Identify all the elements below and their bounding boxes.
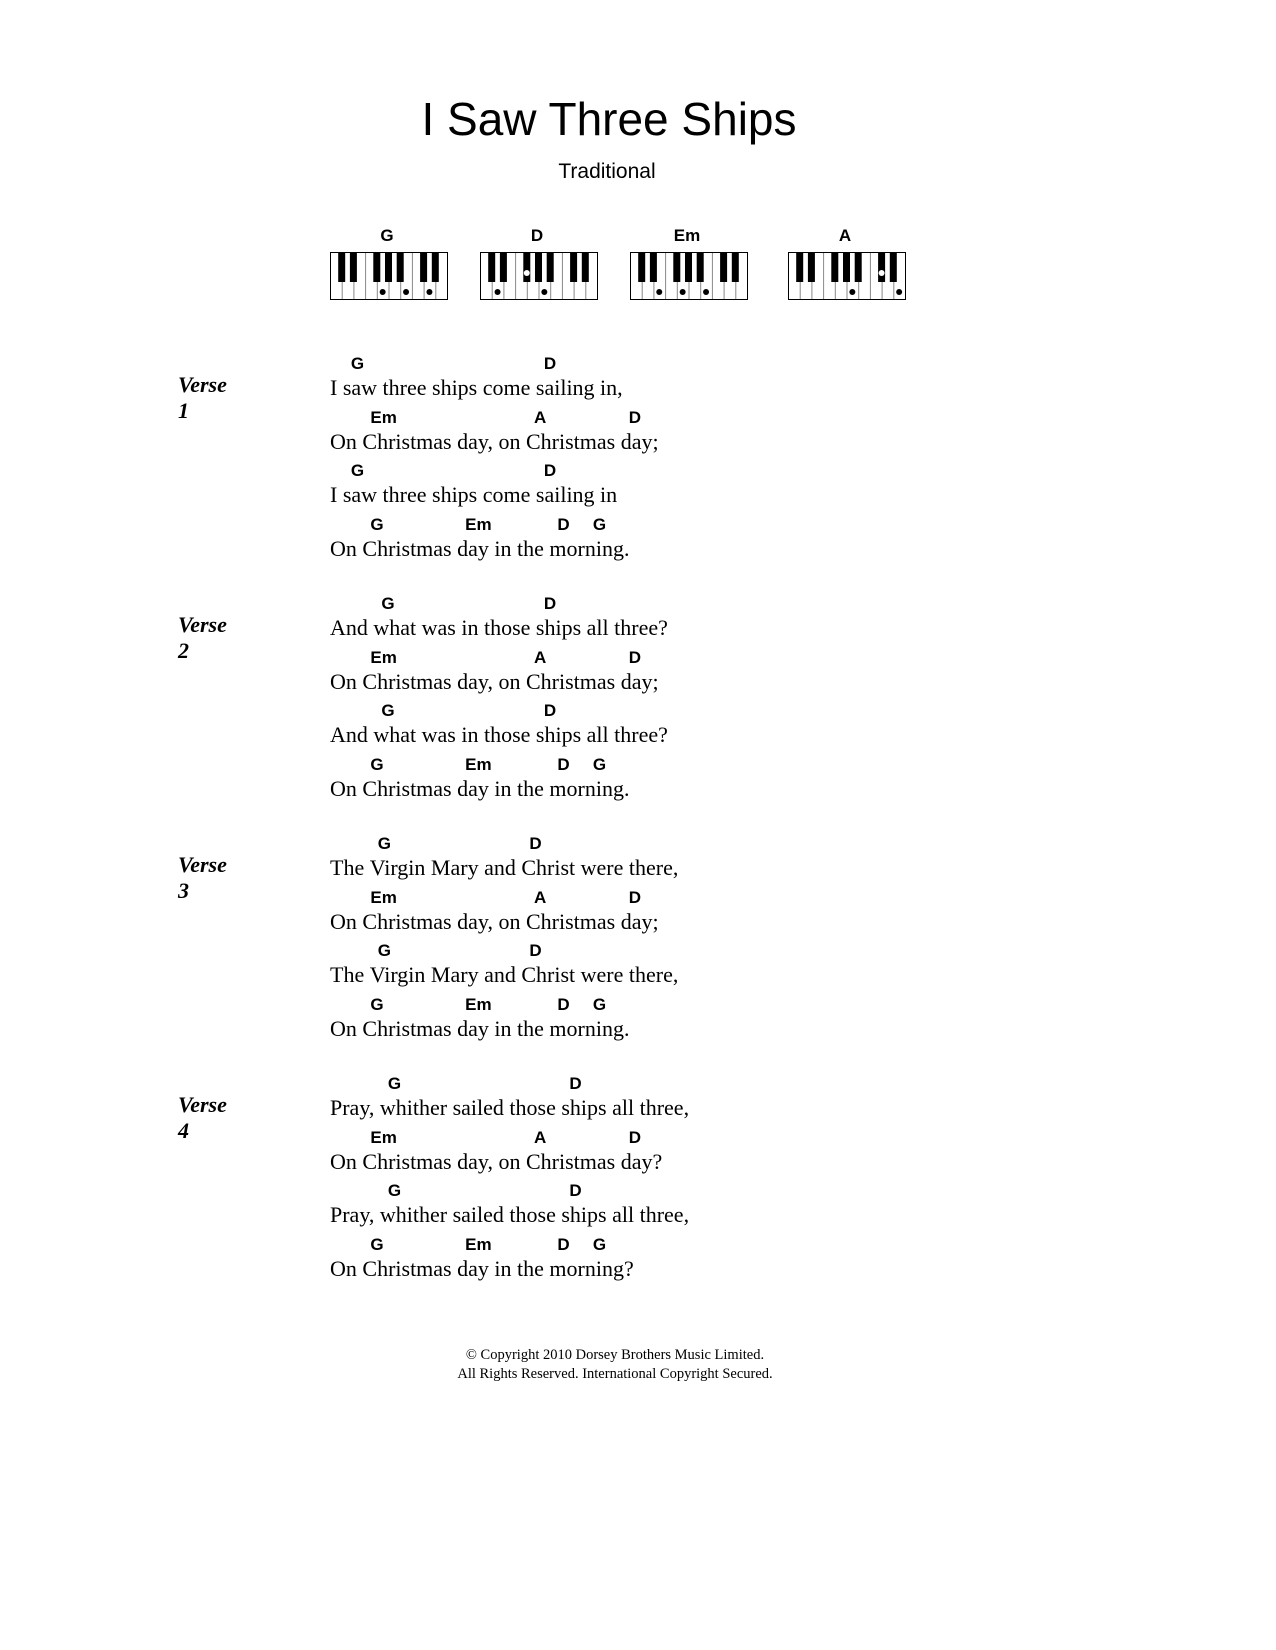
lyric-text: mor — [549, 535, 585, 561]
black-key — [890, 253, 897, 282]
composer: Traditional — [558, 160, 656, 183]
lyric-line — [330, 594, 668, 647]
lyric-text: I — [330, 375, 343, 400]
lyric-text: Virgin Mary and — [369, 855, 522, 880]
note-dot — [380, 289, 386, 295]
lyric-line — [330, 1181, 689, 1234]
lyric-text: Christmas — [362, 1015, 458, 1041]
chord-symbol: G — [381, 701, 395, 720]
lyric-segment — [362, 1235, 457, 1282]
lyric-segment — [585, 515, 630, 562]
black-key — [878, 253, 885, 282]
lyric-text: saw three ships come — [342, 375, 536, 400]
lyric-segment — [362, 755, 457, 802]
black-key — [720, 253, 727, 282]
lyric-text: mor — [549, 1255, 585, 1281]
lyric-segment — [526, 648, 621, 695]
lyric-text: And — [330, 615, 374, 640]
lyric-text: sailing in — [535, 482, 618, 507]
black-key — [673, 253, 680, 282]
lyric-text: ships all three? — [535, 722, 668, 747]
lyric-text: day in the — [457, 775, 550, 801]
lyric-text: And — [330, 722, 374, 747]
lyric-text: Pray, — [330, 1095, 380, 1120]
black-key — [855, 253, 862, 282]
black-key — [570, 253, 577, 282]
lyric-line — [330, 408, 659, 461]
lyric-segment — [457, 515, 549, 562]
lyric-text: saw three ships come — [342, 482, 536, 507]
lyric-segment — [343, 461, 536, 508]
chord-symbol: G — [377, 941, 391, 960]
chord-symbol: G — [592, 994, 607, 1014]
lyric-line — [330, 1235, 634, 1288]
lyric-line — [330, 1128, 662, 1181]
lyric-segment — [561, 1181, 689, 1228]
lyric-segment — [362, 648, 526, 695]
lyric-segment — [330, 941, 370, 988]
black-key — [843, 253, 850, 282]
lyric-text: ships all three, — [561, 1095, 690, 1120]
black-key — [796, 253, 803, 282]
black-key — [420, 253, 427, 282]
copyright-line-2: All Rights Reserved. International Copyright Secured. — [457, 1366, 773, 1382]
note-dot — [426, 289, 432, 295]
lyric-segment — [330, 354, 343, 401]
lyric-segment — [330, 594, 373, 641]
lyric-text: ning. — [584, 775, 630, 801]
verse-label: Verse 3 — [178, 852, 227, 903]
lyric-segment — [362, 995, 457, 1042]
lyric-segment — [362, 408, 526, 455]
lyric-text: Christmas — [362, 1255, 458, 1281]
lyric-text: The — [330, 855, 370, 880]
chord-symbol: G — [350, 354, 365, 373]
lyric-line — [330, 755, 629, 808]
lyric-segment — [561, 1074, 689, 1121]
lyric-text: On — [330, 535, 363, 561]
lyric-segment — [380, 1181, 561, 1228]
lyric-segment — [330, 888, 362, 935]
note-dot — [495, 289, 501, 295]
lyric-segment — [521, 834, 678, 881]
verse-label: Verse 2 — [178, 612, 227, 663]
lyric-text: sailing in, — [535, 375, 623, 400]
lyric-text: ning. — [584, 535, 630, 561]
chord-symbol: D — [569, 1181, 582, 1200]
lyric-text: day; — [620, 908, 659, 934]
note-dot — [879, 270, 885, 276]
chord-symbol: Em — [465, 754, 492, 774]
lyric-text: day in the — [457, 535, 550, 561]
lyric-segment — [621, 1128, 663, 1175]
note-dot — [403, 289, 409, 295]
lyric-segment — [585, 755, 630, 802]
lyric-segment — [330, 701, 373, 748]
chord-symbol: D — [628, 1127, 641, 1147]
lyric-line — [330, 515, 629, 568]
lyric-text: Christmas — [525, 428, 621, 454]
chord-symbol: Em — [370, 647, 397, 667]
lyric-segment — [362, 888, 526, 935]
chord-symbol: D — [557, 1234, 570, 1254]
lyric-line — [330, 995, 629, 1048]
lyric-text: Christmas — [525, 908, 621, 934]
black-key — [488, 253, 495, 282]
lyric-text: ning. — [584, 1015, 630, 1041]
chord-symbol: G — [377, 834, 391, 853]
chord-symbol: A — [533, 647, 547, 667]
copyright-line-1: © Copyright 2010 Dorsey Brothers Music Limited. — [465, 1347, 765, 1363]
lyric-segment — [585, 995, 630, 1042]
lyric-segment — [549, 1235, 584, 1282]
note-dot — [680, 289, 686, 295]
lyric-text: Christmas — [525, 1148, 621, 1174]
lyric-text: Christmas day, on — [362, 908, 526, 934]
lyric-text: ships all three? — [535, 615, 668, 640]
lyric-segment — [526, 888, 621, 935]
lyric-text: Virgin Mary and — [369, 962, 522, 987]
chord-symbol: G — [370, 754, 384, 774]
lyric-line — [330, 834, 678, 887]
chord-diagrams — [330, 226, 938, 305]
chord-symbol: Em — [465, 994, 492, 1014]
lyric-segment — [370, 834, 522, 881]
lyric-segment — [526, 1128, 621, 1175]
chord-symbol: A — [533, 887, 547, 907]
black-key — [373, 253, 380, 282]
piano-keyboard — [788, 252, 906, 300]
lyric-text: On — [330, 668, 363, 694]
lyric-segment — [330, 461, 343, 508]
chord-symbol: D — [628, 887, 641, 907]
lyric-line — [330, 941, 678, 994]
black-key — [697, 253, 704, 282]
black-key — [808, 253, 815, 282]
note-dot — [656, 289, 662, 295]
chord-symbol: G — [387, 1074, 402, 1093]
lyric-segment — [362, 1128, 526, 1175]
lyric-text: On — [330, 908, 363, 934]
black-key — [350, 253, 357, 282]
lyric-text: On — [330, 428, 363, 454]
lyric-segment — [330, 1074, 380, 1121]
chord-symbol: G — [381, 594, 395, 613]
chord-symbol: G — [592, 514, 607, 534]
chord-symbol: D — [569, 1074, 582, 1093]
lyric-text: ships all three, — [561, 1202, 690, 1227]
chord-symbol: D — [543, 461, 557, 480]
chord-symbol: Em — [465, 1234, 492, 1254]
chord-symbol: D — [557, 514, 570, 534]
lyric-line — [330, 701, 668, 754]
black-key — [397, 253, 404, 282]
chord-symbol: D — [557, 994, 570, 1014]
black-key — [732, 253, 739, 282]
note-dot — [703, 289, 709, 295]
lyric-segment — [536, 594, 668, 641]
lyric-text: On — [330, 1015, 363, 1041]
lyric-segment — [621, 648, 659, 695]
chord-diagram-a — [788, 226, 906, 305]
lyric-text: Christmas — [362, 775, 458, 801]
lyric-segment — [330, 515, 362, 562]
chord-symbol: D — [628, 407, 641, 427]
lyric-text: Christ were there, — [521, 962, 679, 987]
chord-symbol: D — [543, 701, 557, 720]
note-dot — [524, 270, 530, 276]
chord-symbol: D — [543, 594, 557, 613]
chord-symbol: A — [533, 1127, 547, 1147]
lyric-segment — [330, 995, 362, 1042]
chord-symbol: Em — [370, 407, 397, 427]
lyric-segment — [536, 701, 668, 748]
lyric-segment — [343, 354, 536, 401]
chord-diagram-name: G — [380, 226, 394, 245]
chord-symbol: D — [529, 941, 542, 960]
lyric-segment — [330, 834, 370, 881]
chord-symbol: G — [370, 514, 384, 534]
chord-symbol: G — [350, 461, 365, 480]
chord-symbol: G — [592, 1234, 607, 1254]
lyric-text: Christmas — [525, 668, 621, 694]
lyric-text: Christmas day, on — [362, 428, 526, 454]
lyric-line — [330, 888, 659, 941]
chord-diagram-d — [480, 226, 598, 305]
lyric-segment — [585, 1235, 634, 1282]
lyric-segment — [536, 354, 623, 401]
chord-diagram-em — [630, 226, 748, 305]
lyric-text: Christmas day, on — [362, 668, 526, 694]
lyric-text: On — [330, 1255, 363, 1281]
lyric-text: what was in those — [373, 722, 536, 747]
black-key — [547, 253, 554, 282]
piano-keyboard — [480, 252, 598, 300]
verse-label: Verse 4 — [178, 1092, 227, 1143]
lyric-line — [330, 354, 623, 407]
chord-symbol: D — [529, 834, 542, 853]
note-dot — [541, 289, 547, 295]
black-key — [338, 253, 345, 282]
lyric-segment — [457, 995, 549, 1042]
lyric-segment — [330, 1128, 362, 1175]
lyric-segment — [457, 755, 549, 802]
chord-symbol: D — [628, 647, 641, 667]
lyric-segment — [549, 515, 584, 562]
lyric-segment — [330, 648, 362, 695]
lyric-text: I — [330, 482, 343, 507]
chord-diagram-name: D — [530, 226, 544, 245]
lyric-segment — [330, 755, 362, 802]
chord-symbol: G — [370, 1234, 384, 1254]
chord-symbol: D — [557, 754, 570, 774]
verse-label: Verse 1 — [178, 372, 227, 423]
lyric-segment — [526, 408, 621, 455]
lyric-segment — [373, 701, 536, 748]
chord-symbol: G — [592, 754, 607, 774]
lyric-text: day in the — [457, 1255, 550, 1281]
lyric-text: ning? — [584, 1255, 634, 1281]
song-title: I Saw Three Ships — [421, 93, 797, 145]
lyric-segment — [330, 1181, 380, 1228]
lyric-segment — [457, 1235, 549, 1282]
chord-symbol: A — [533, 407, 547, 427]
chord-symbol: G — [387, 1181, 402, 1200]
lyric-text: On — [330, 775, 363, 801]
copyright — [0, 1346, 1230, 1384]
note-dot — [849, 289, 855, 295]
lyric-text: day; — [620, 428, 659, 454]
lyric-text: whither sailed those — [379, 1095, 562, 1120]
black-key — [831, 253, 838, 282]
lyric-text: Christmas — [362, 535, 458, 561]
lyric-segment — [370, 941, 522, 988]
black-key — [535, 253, 542, 282]
black-key — [432, 253, 439, 282]
lyric-segment — [621, 408, 659, 455]
lyric-segment — [549, 755, 584, 802]
lyric-segment — [362, 515, 457, 562]
lyric-text: day in the — [457, 1015, 550, 1041]
lyric-text: whither sailed those — [379, 1202, 562, 1227]
piano-keyboard — [330, 252, 448, 300]
lyric-text: The — [330, 962, 370, 987]
lyric-text: what was in those — [373, 615, 536, 640]
chord-symbol: Em — [370, 1127, 397, 1147]
lyric-text: Pray, — [330, 1202, 380, 1227]
lyric-line — [330, 648, 659, 701]
chord-symbol: D — [543, 354, 557, 373]
chord-symbol: Em — [465, 514, 492, 534]
lyric-text: Christmas day, on — [362, 1148, 526, 1174]
lyric-text: mor — [549, 775, 585, 801]
lyric-text: mor — [549, 1015, 585, 1041]
lyric-segment — [521, 941, 678, 988]
lyric-text: day? — [620, 1148, 663, 1174]
lyric-segment — [621, 888, 659, 935]
chord-diagram-name: Em — [673, 226, 701, 245]
black-key — [685, 253, 692, 282]
chord-diagram-g — [330, 226, 448, 305]
piano-keyboard — [630, 252, 748, 300]
chord-symbol: G — [370, 994, 384, 1014]
lyric-line — [330, 1074, 689, 1127]
lyric-segment — [549, 995, 584, 1042]
chord-diagram-name: A — [838, 226, 852, 245]
lyric-text: On — [330, 1148, 363, 1174]
note-dot — [896, 289, 902, 295]
lyric-line — [330, 461, 617, 514]
black-key — [500, 253, 507, 282]
lyric-text: Christ were there, — [521, 855, 679, 880]
black-key — [523, 253, 530, 282]
black-key — [582, 253, 589, 282]
lyric-segment — [536, 461, 617, 508]
lyric-segment — [330, 1235, 362, 1282]
black-key — [638, 253, 645, 282]
lyric-segment — [373, 594, 536, 641]
black-key — [650, 253, 657, 282]
black-key — [385, 253, 392, 282]
lyric-segment — [330, 408, 362, 455]
lyric-segment — [380, 1074, 561, 1121]
lyric-text: day; — [620, 668, 659, 694]
chord-symbol: Em — [370, 887, 397, 907]
